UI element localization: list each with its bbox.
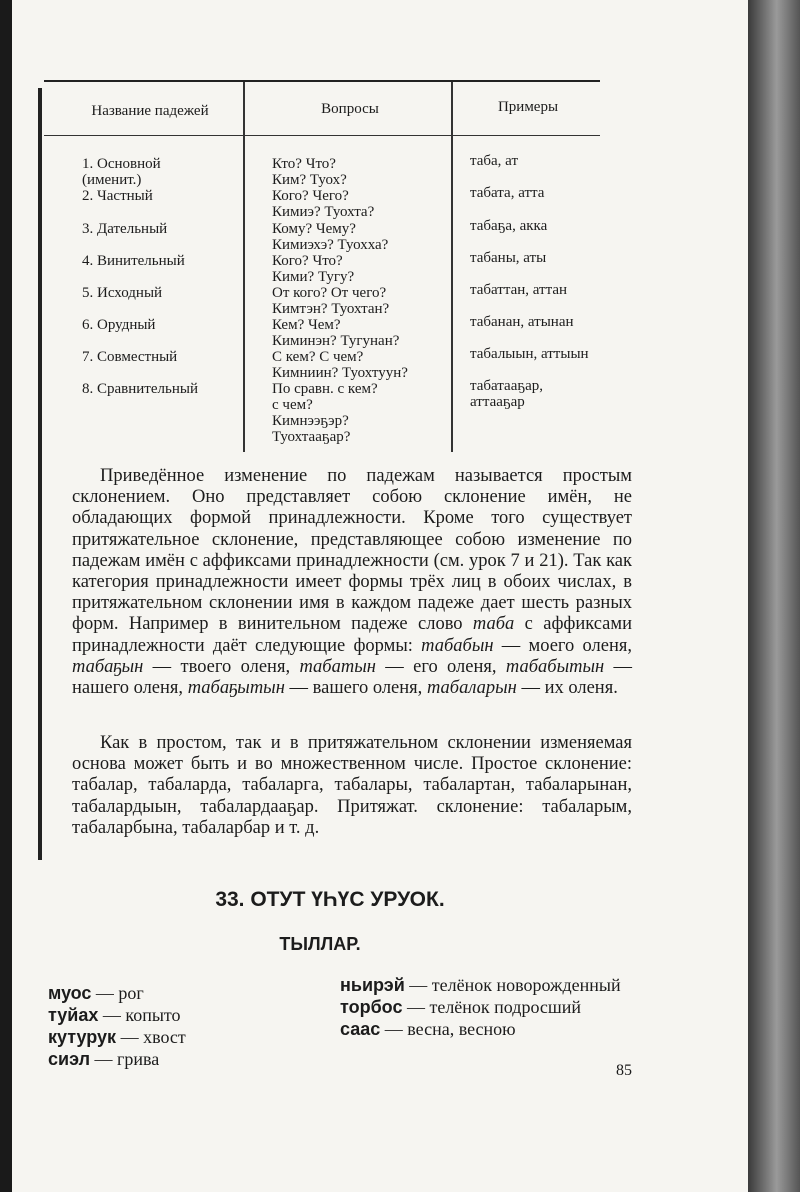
vocab-entry (48, 1004, 308, 1026)
case-questions: По сравн. с кем? с чем? Кимнээҕэр? Туохтааҕар? (272, 381, 378, 445)
example-word: табаҕытын (187, 678, 285, 699)
column-divider (243, 82, 245, 452)
case-questions: Кому? Чему? Кимиэхэ? Туохха? (272, 221, 389, 253)
words-title: ТЫЛЛАР. (279, 934, 361, 954)
vocab-entry (340, 974, 640, 996)
case-example: табаны, аты (470, 250, 547, 266)
vocab-translation: — телёнок новорожденный (404, 975, 621, 995)
vocab-word: туйах (48, 1005, 99, 1025)
vocab-word: саас (340, 1019, 381, 1039)
example-word: табаҕын (72, 656, 144, 677)
case-name: 7. Совместный (82, 349, 178, 365)
example-word: табаларын (426, 678, 517, 699)
text: — нашего оленя, (72, 656, 633, 699)
vocab-list-right (340, 974, 640, 1040)
vocab-word: ньирэй (340, 975, 405, 995)
vocab-entry (48, 1048, 308, 1070)
vocab-word: муос (48, 983, 92, 1003)
vocab-translation: — копыто (98, 1005, 181, 1025)
case-example: табанан, атынан (470, 314, 574, 330)
vocab-entry (340, 996, 640, 1018)
header-questions: Вопросы (321, 101, 379, 117)
lesson-title: 33. ОТУТ ҮҺҮС УРУОК. (215, 888, 445, 911)
case-questions: От кого? От чего? Кимтэн? Туохтан? (272, 285, 390, 317)
case-questions: Кого? Что? Кими? Тугу? (272, 253, 355, 285)
margin-bar (38, 88, 42, 860)
case-questions: Кто? Что? Ким? Туох? (272, 156, 347, 188)
case-example: табаҕа, акка (470, 218, 548, 234)
vocab-word: торбос (340, 997, 403, 1017)
vocab-translation: — грива (90, 1049, 160, 1069)
case-name: 6. Орудный (82, 317, 156, 333)
table-top-rule (44, 80, 600, 82)
text: — твоего оленя, (143, 656, 300, 677)
text: — вашего оленя, (284, 678, 427, 699)
paragraph (72, 466, 632, 699)
page-edge (748, 0, 800, 1192)
case-questions: Кого? Чего? Кимиэ? Туохта? (272, 188, 375, 220)
vocab-list-left (48, 982, 308, 1070)
vocab-translation: — хвост (116, 1027, 186, 1047)
case-example: таба, ат (470, 153, 519, 169)
vocab-word: кутурук (48, 1027, 117, 1047)
vocab-entry (48, 1026, 308, 1048)
case-example: табата, атта (470, 185, 545, 201)
example-word: таба (472, 614, 515, 635)
text: — моего оленя, (493, 635, 632, 656)
case-name: 2. Частный (82, 188, 153, 204)
text: — его оленя, (375, 656, 506, 677)
case-name: 8. Сравнительный (82, 381, 198, 397)
table-header-rule (44, 135, 600, 136)
header-examples: Примеры (497, 99, 559, 115)
case-name: 4. Винительный (82, 253, 185, 269)
case-name: 1. Основной (именит.) (82, 156, 161, 188)
case-name: 3. Дательный (82, 221, 168, 237)
text: Приведённое изменение по падежам называется простым склонением. Оно представляет собою склонение имён, не обладающих формой принадлежности. Кроме того существует притяжательное склонение, представляющее собою изменение по падежам имён с аффиксами принадлежности (см. урок 7 и 21). Так как категория принадлежности имеет формы трёх лиц в обоих числах, в притяжательном склонении имя в каждом падеже дает шесть разных форм. Например в винительном падеже слово (72, 466, 632, 635)
text: с аффиксами принадлежности даёт следующие формы: (72, 614, 632, 656)
example-word: табабытын (505, 656, 605, 677)
example-word: табатын (299, 656, 376, 677)
vocab-entry (340, 1018, 640, 1040)
header-case: Название падежей (91, 103, 209, 119)
case-example: табалыын, аттыын (470, 346, 589, 362)
page-number: 85 (616, 1062, 632, 1079)
vocab-translation: — весна, весною (380, 1019, 516, 1039)
vocab-translation: — рог (91, 983, 144, 1003)
text: — их оленя. (516, 678, 618, 699)
case-example: табаттан, аттан (470, 282, 568, 298)
case-example: табатааҕар, аттааҕар (470, 378, 543, 410)
case-questions: Кем? Чем? Киминэн? Тугунан? (272, 317, 400, 349)
case-name: 5. Исходный (82, 285, 163, 301)
case-questions: С кем? С чем? Кимниин? Туохтуун? (272, 349, 408, 381)
vocab-word: сиэл (48, 1049, 91, 1069)
vocab-entry (48, 982, 308, 1004)
column-divider (451, 82, 453, 452)
vocab-translation: — телёнок подросший (402, 997, 582, 1017)
example-word: табабын (421, 635, 494, 656)
paragraph: Как в простом, так и в притяжательном склонении изменяемая основа может быть и во множественном числе. Простое склонение: табалар, табаларда, табаларга, табалары, табалартан, табаларынан, табалардыын, табалардааҕар. Притяжат. склонение: табаларым, табаларбына, табаларбар и т. д. (72, 733, 632, 838)
